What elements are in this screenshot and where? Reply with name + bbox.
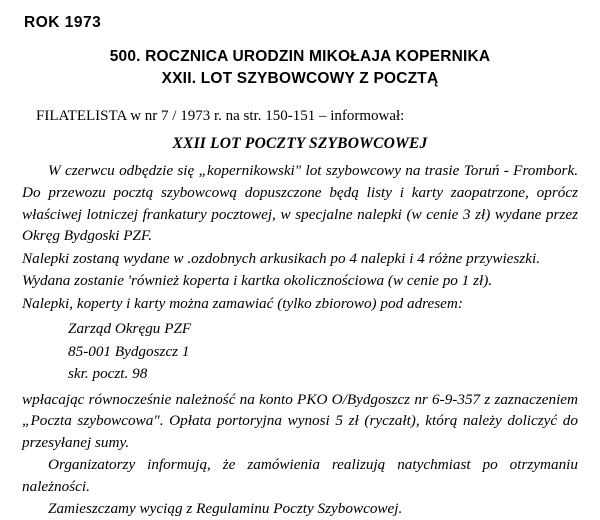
title-line-2: XXII. LOT SZYBOWCOWY Z POCZTĄ [161, 70, 439, 88]
address-line-1: Zarząd Okręgu PZF [68, 320, 192, 338]
document-title [14, 46, 586, 91]
title-line-1: 500. ROCZNICA URODZIN MIKOŁAJA KOPERNIKA [109, 48, 491, 65]
paragraph-2: Nalepki zostaną wydane w .ozdobnych arkusikach po 4 nalepki i 4 różne przywieszki. [22, 249, 540, 267]
year-header: ROK 1973 [24, 14, 102, 31]
address-line-3: skr. poczt. 98 [68, 364, 148, 382]
source-note: FILATELISTA w nr 7 / 1973 r. na str. 150-151 – informował: [36, 107, 405, 124]
paragraph-6: Organizatorzy informują, że zamówienia realizują natychmiast po otrzymaniu należności. [22, 456, 578, 495]
paragraph-3: Wydana zostanie 'również koperta i kartka okolicznościowa (w cenie po 1 zł). [22, 272, 493, 290]
order-address [22, 318, 578, 384]
paragraph-1: W czerwcu odbędzie się „kopernikowski" lot szybowcowy na trasie Toruń - Frombork. Do przewozu pocztą szybowcową dopuszczone będą listy i karty zaopatrzone, oprócz właściwej lotniczej frankatury pocztowej, w specjalne nalepki (w cenie 3 zł) wydane przez Okręg Bydgoski PZF. [22, 162, 578, 245]
paragraph-5: wpłacając równocześnie należność na konto PKO O/Bydgoszcz nr 6-9-357 z zaznaczeniem „Poczta szybowcowa". Opłata portoryjna wynosi 5 zł (ryczałt), którą należy doliczyć do przesyłanej sumy. [22, 390, 578, 451]
body-text [14, 160, 586, 520]
paragraph-4: Nalepki, koperty i karty można zamawiać (tylko zbiorowo) pod adresem: [22, 294, 463, 312]
address-line-2: 85-001 Bydgoszcz 1 [68, 342, 190, 360]
section-heading: XXII LOT POCZTY SZYBOWCOWEJ [172, 135, 428, 153]
paragraph-7: Zamieszczamy wyciąg z Regulaminu Poczty Szybowcowej. [48, 500, 403, 518]
